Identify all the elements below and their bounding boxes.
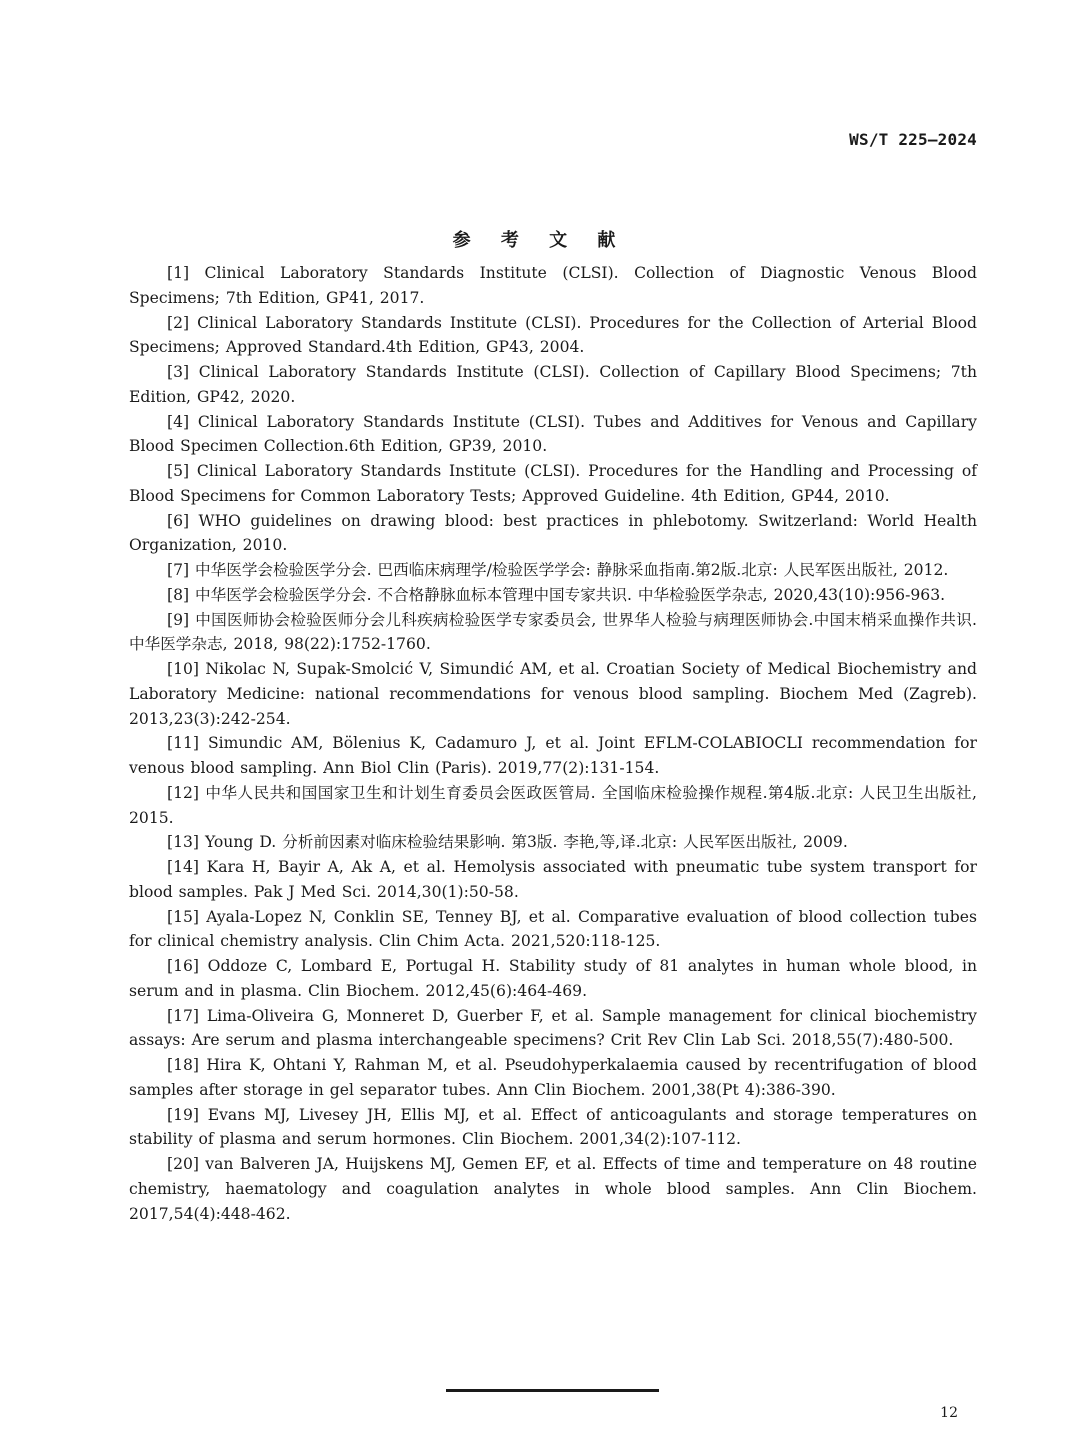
- footer-rule: [446, 1389, 659, 1392]
- reference-item: [9] 中国医师协会检验医师分会儿科疾病检验医学专家委员会, 世界华人检验与病理医师协会.中国末梢采血操作共识. 中华医学杂志, 2018, 98(22):1752-1760.: [129, 610, 977, 654]
- section-title: 参 考 文 献: [452, 230, 628, 251]
- reference-item: [10] Nikolac N, Supak-Smolcić V, Simundić AM, et al. Croatian Society of Medical Biochemistry and Laboratory Medicine: national recommendations for venous blood sampling. Biochem Med (Zagreb). 2013,23(3):242-254.: [129, 660, 977, 728]
- reference-item: [19] Evans MJ, Livesey JH, Ellis MJ, et al. Effect of anticoagulants and storage temperatures on stability of plasma and serum hormones. Clin Biochem. 2001,34(2):107-112.: [129, 1105, 977, 1149]
- reference-item: [6] WHO guidelines on drawing blood: best practices in phlebotomy. Switzerland: World Health Organization, 2010.: [129, 511, 977, 555]
- reference-item: [13] Young D. 分析前因素对临床检验结果影响. 第3版. 李艳,等,译.北京: 人民军医出版社, 2009.: [167, 833, 848, 852]
- reference-item: [4] Clinical Laboratory Standards Institute (CLSI). Tubes and Additives for Venous and Capillary Blood Specimen Collection.6th Edition, GP39, 2010.: [129, 412, 977, 456]
- reference-item: [1] Clinical Laboratory Standards Institute (CLSI). Collection of Diagnostic Venous Blood Specimens; 7th Edition, GP41, 2017.: [129, 264, 977, 307]
- reference-item: [18] Hira K, Ohtani Y, Rahman M, et al. Pseudohyperkalaemia caused by recentrifugation of blood samples after storage in gel separator tubes. Ann Clin Biochem. 2001,38(Pt 4):386-390.: [129, 1056, 977, 1099]
- reference-item: [5] Clinical Laboratory Standards Institute (CLSI). Procedures for the Handling and Processing of Blood Specimens for Common Laboratory Tests; Approved Guideline. 4th Edition, GP44, 2010.: [129, 462, 977, 505]
- standard-code: WS/T 225—2024: [849, 130, 977, 149]
- reference-item: [2] Clinical Laboratory Standards Institute (CLSI). Procedures for the Collection of Arterial Blood Specimens; Approved Standard.4th Edition, GP43, 2004.: [129, 313, 977, 357]
- page-number: 12: [940, 1405, 958, 1421]
- reference-item: [3] Clinical Laboratory Standards Institute (CLSI). Collection of Capillary Blood Specimens; 7th Edition, GP42, 2020.: [129, 363, 977, 406]
- reference-item: [16] Oddoze C, Lombard E, Portugal H. Stability study of 81 analytes in human whole blood, in serum and in plasma. Clin Biochem. 2012,45(6):464-469.: [129, 957, 977, 1000]
- reference-item: [20] van Balveren JA, Huijskens MJ, Gemen EF, et al. Effects of time and temperature on 48 routine chemistry, haematology and coagulation analytes in whole blood samples. Ann Clin Biochem. 2017,54(4):448-462.: [129, 1155, 977, 1223]
- reference-item: [11] Simundic AM, Bölenius K, Cadamuro J, et al. Joint EFLM-COLABIOCLI recommendation for venous blood sampling. Ann Biol Clin (Paris). 2019,77(2):131-154.: [129, 734, 977, 777]
- reference-item: [12] 中华人民共和国国家卫生和计划生育委员会医政医管局. 全国临床检验操作规程.第4版.北京: 人民卫生出版社, 2015.: [129, 783, 977, 827]
- reference-item: [14] Kara H, Bayir A, Ak A, et al. Hemolysis associated with pneumatic tube system transport for blood samples. Pak J Med Sci. 2014,30(1):50-58.: [129, 858, 977, 901]
- reference-item: [17] Lima-Oliveira G, Monneret D, Guerber F, et al. Sample management for clinical biochemistry assays: Are serum and plasma interchangeable specimens? Crit Rev Clin Lab Sci. 2018,55(7):480-500.: [129, 1006, 977, 1050]
- reference-item: [15] Ayala-Lopez N, Conklin SE, Tenney BJ, et al. Comparative evaluation of blood collection tubes for clinical chemistry analysis. Clin Chim Acta. 2021,520:118-125.: [129, 907, 977, 951]
- reference-item: [8] 中华医学会检验医学分会. 不合格静脉血标本管理中国专家共识. 中华检验医学杂志, 2020,43(10):956-963.: [167, 585, 946, 604]
- reference-list: [129, 261, 977, 1226]
- reference-item: [7] 中华医学会检验医学分会. 巴西临床病理学/检验医学学会: 静脉采血指南.第2版.北京: 人民军医出版社, 2012.: [167, 561, 949, 579]
